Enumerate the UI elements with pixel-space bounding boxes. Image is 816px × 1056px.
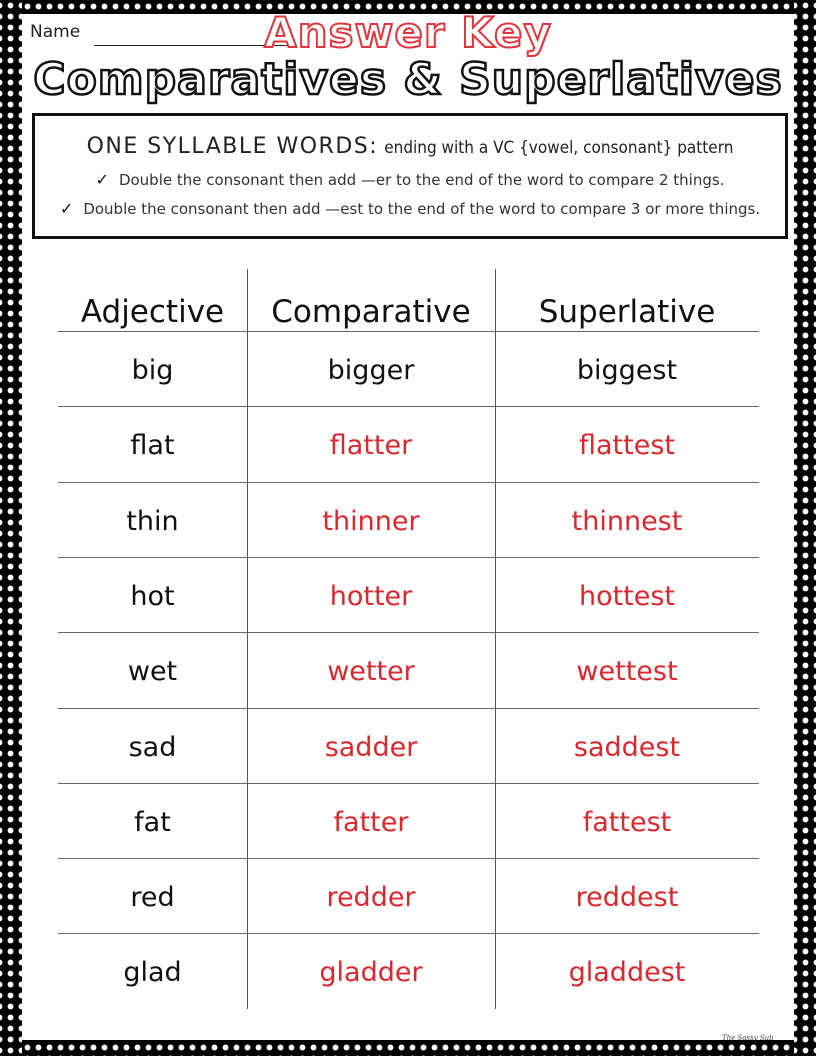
superlative-cell: gladdest — [568, 957, 686, 989]
rule-line-1-text: Double the consonant then add —er to the end of the word to compare 2 things. — [118, 171, 725, 189]
answer-key-stamp: Answer Key — [264, 8, 552, 57]
row-divider — [58, 331, 759, 332]
header-comparative: Comparative — [271, 294, 471, 330]
superlative-cell: reddest — [575, 882, 679, 914]
rule-line-1 — [35, 170, 785, 189]
adjective-cell: flat — [130, 430, 175, 462]
rule-line-2 — [35, 199, 785, 218]
checkmark-icon: ✓ — [59, 199, 74, 218]
rule-heading — [35, 134, 785, 159]
comparative-cell: sadder — [324, 731, 418, 763]
row-divider — [58, 557, 759, 558]
comparative-cell: fatter — [333, 806, 409, 838]
superlative-cell: biggest — [576, 355, 678, 386]
superlative-cell: fattest — [582, 806, 672, 838]
header-superlative: Superlative — [538, 294, 716, 330]
adjective-cell: wet — [127, 656, 178, 688]
adjective-cell: big — [131, 355, 174, 386]
border-bottom — [0, 1040, 816, 1056]
row-divider — [58, 406, 759, 407]
checkmark-icon: ✓ — [95, 170, 109, 189]
adjective-cell: hot — [130, 580, 175, 612]
credit-logo: The Sassy Sub — [722, 1034, 774, 1042]
comparative-cell: bigger — [327, 355, 415, 386]
adjective-cell: sad — [128, 731, 177, 763]
superlative-cell: thinnest — [571, 505, 683, 537]
worksheet-page — [22, 8, 794, 1042]
name-label: Name — [30, 22, 81, 42]
adjective-table — [58, 269, 759, 1009]
rule-box — [32, 113, 788, 239]
row-divider — [58, 708, 759, 709]
rule-line-2-text: Double the consonant then add —est to the end of the word to compare 3 or more things. — [83, 200, 761, 218]
comparative-cell: wetter — [327, 656, 415, 688]
adjective-cell: thin — [126, 505, 179, 537]
adjective-cell: fat — [134, 806, 171, 838]
row-divider — [58, 933, 759, 934]
comparative-cell: redder — [326, 882, 416, 914]
superlative-cell: saddest — [573, 731, 681, 763]
adjective-cell: glad — [123, 957, 182, 989]
comparative-cell: gladder — [319, 957, 423, 989]
comparative-cell: hotter — [329, 580, 413, 612]
superlative-cell: hottest — [578, 580, 676, 612]
border-right — [794, 0, 816, 1056]
border-left — [0, 0, 22, 1056]
rule-heading-rest: ending with a VC {vowel, consonant} pattern — [384, 138, 734, 158]
row-divider — [58, 783, 759, 784]
header-adjective: Adjective — [80, 294, 225, 330]
comparative-cell: flatter — [329, 430, 413, 462]
row-divider — [58, 632, 759, 633]
superlative-cell: wettest — [576, 656, 678, 688]
row-divider — [58, 482, 759, 483]
rule-heading-lead: ONE SYLLABLE WORDS: — [86, 134, 379, 159]
adjective-cell: red — [130, 882, 175, 914]
page-title: Comparatives & Superlatives — [33, 54, 783, 105]
row-divider — [58, 858, 759, 859]
superlative-cell: flattest — [579, 430, 675, 462]
comparative-cell: thinner — [322, 505, 420, 537]
